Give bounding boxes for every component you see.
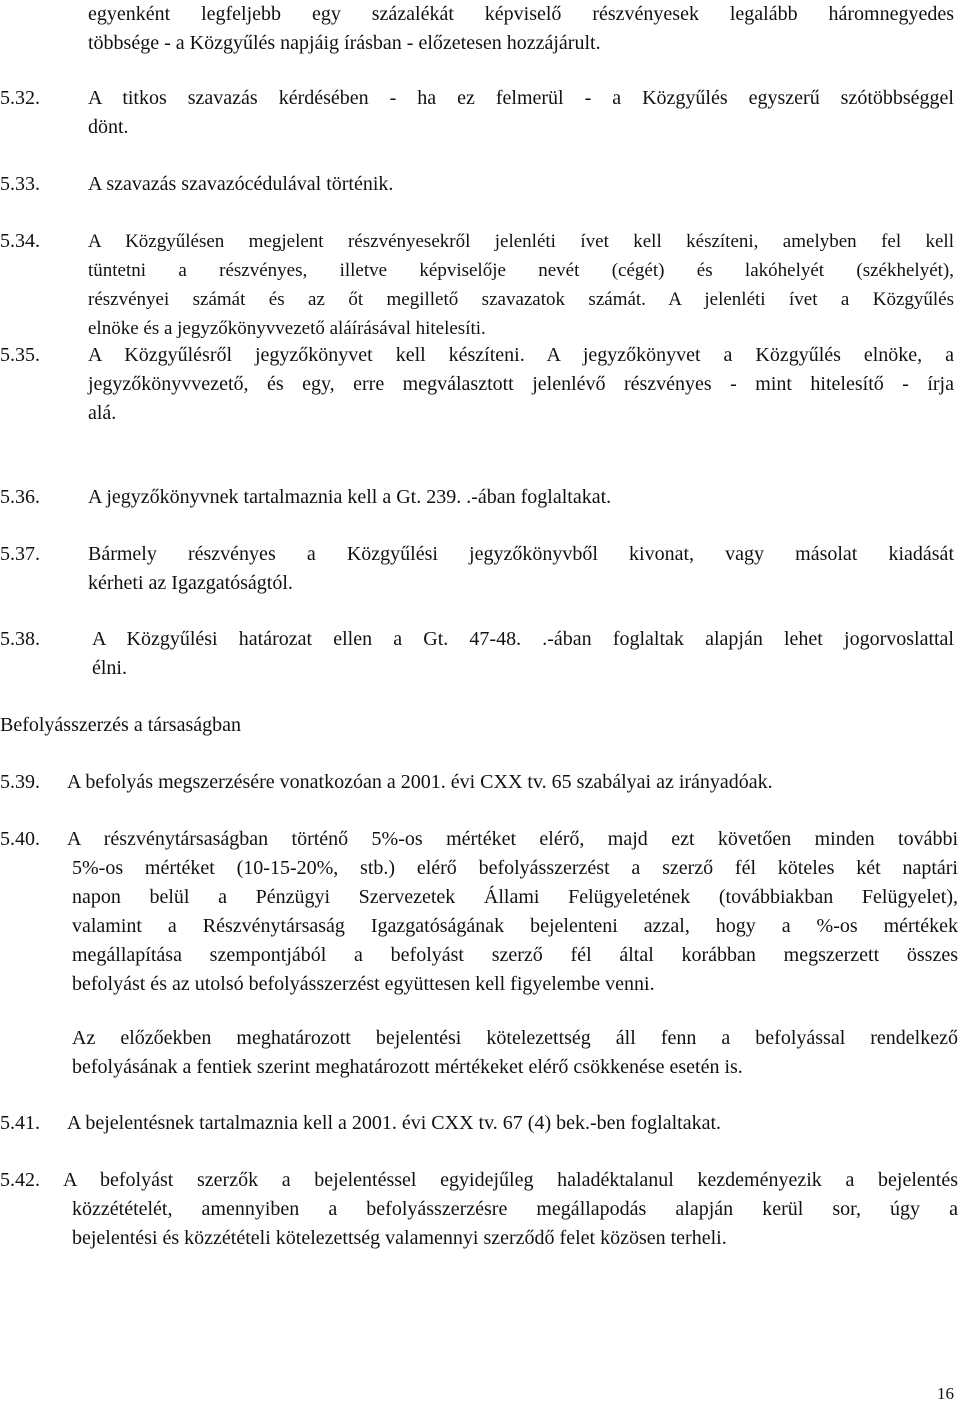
text-line: Az előzőekben meghatározott bejelentési kötelezettség áll fenn a befolyással rendelkező [72,1027,958,1049]
clause-5-33 [0,170,954,200]
clause-5-42 [0,1166,958,1256]
clause-number: 5.34. [0,230,40,252]
section-heading: Befolyásszerzés a társaságban [0,714,241,736]
clause-5-38 [0,625,954,685]
clause-5-35 [0,341,954,431]
text-line: egyenként legfeljebb egy százalékát képviselő részvényesek legalább háromnegyedes [88,3,954,25]
text-line: dönt. [88,116,129,138]
text-line: A jegyzőkönyvnek tartalmaznia kell a Gt. 239. .-ában foglaltakat. [88,486,612,508]
text-line: elnöke és a jegyzőkönyvvezető aláírásával hitelesíti. [88,318,486,339]
text-line: közzétételét, amennyiben a befolyásszerzésre megállapodás alapján kerül sor, úgy a [72,1198,958,1220]
clause-text [88,170,954,199]
clause-number: 5.32. [0,87,40,109]
text-line: befolyást és az utolsó befolyásszerzést együttesen kell figyelembe venni. [72,973,655,995]
clause-text [67,1109,954,1138]
clause-5-32 [0,84,954,144]
clause-text [63,1166,958,1253]
clause-number: 5.38. [0,628,40,650]
text-line: jegyzőkönyvvezető, és egy, erre megválasztott jelenlévő részvényes - mint hitelesítő - írja [88,373,954,395]
text-line: tüntetni a részvényes, illetve képviselője nevét (cégét) és lakóhelyét (székhelyét), [88,260,954,281]
clause-number: 5.39. [0,771,40,793]
clause-text [88,540,954,598]
text-line: élni. [92,657,127,679]
text-line: napon belül a Pénzügyi Szervezetek Állami Felügyeletének (továbbiakban Felügyelet), [72,886,958,908]
clause-number: 5.37. [0,543,40,565]
clause-5-34 [0,227,954,345]
text-line: 5%-os mértéket (10-15-20%, stb.) elérő befolyásszerzést a szerző fél köteles két naptári [72,857,958,879]
clause-text [92,625,954,683]
text-line: alá. [88,402,117,424]
clause-text [88,341,954,428]
clause-text [67,825,958,999]
clause-5-40 [0,825,958,1095]
clause-number: 5.40. [0,828,40,850]
text-line: A befolyást szerzők a bejelentéssel egyidejűleg haladéktalanul kezdeményezik a bejelentés [63,1169,958,1191]
clause-number: 5.41. [0,1112,40,1134]
page-number: 16 [937,1384,954,1403]
text-line: A bejelentésnek tartalmaznia kell a 2001. évi CXX tv. 67 (4) bek.-ben foglaltakat. [67,1112,722,1134]
text-line: A szavazás szavazócédulával történik. [88,173,394,195]
clause-5-36 [0,483,954,513]
clause-number: 5.36. [0,486,40,508]
clause-5-37 [0,540,954,600]
clause-5-39 [0,768,954,798]
clause-number: 5.42. [0,1169,40,1191]
text-line: A befolyás megszerzésére vonatkozóan a 2001. évi CXX tv. 65 szabályai az irányadóak. [67,771,773,793]
intro-paragraph [88,0,954,58]
clause-number: 5.35. [0,344,40,366]
text-line: A részvénytársaságban történő 5%-os mértéket elérő, majd ezt követően minden további [67,828,958,850]
text-line: Bármely részvényes a Közgyűlési jegyzőkönyvből kivonat, vagy másolat kiadását [88,543,954,565]
text-line: A Közgyűlésről jegyzőkönyvet kell készíteni. A jegyzőkönyvet a Közgyűlés elnöke, a [88,344,954,366]
text-line: A Közgyűlésen megjelent részvényesekről jelenléti ívet kell készíteni, amelyben fel kell [88,231,954,252]
clause-text-paragraph-2 [72,1024,958,1082]
text-line: megállapítása szempontjából a befolyást szerző fél által korábban megszerzett összes [72,944,958,966]
clause-text [88,84,954,142]
text-line: részvényei számát és az őt megillető szavazatok számát. A jelenléti ívet a Közgyűlés [88,289,954,310]
text-line: valamint a Részvénytársaság Igazgatóságának bejelenteni azzal, hogy a %-os mértékek [72,915,958,937]
text-line: bejelentési és közzétételi kötelezettség valamennyi szerződő felet közösen terheli. [72,1227,727,1249]
clause-5-41 [0,1109,954,1139]
text-line: kérheti az Igazgatóságtól. [88,572,293,594]
clause-number: 5.33. [0,173,40,195]
clause-text [88,227,954,343]
text-line: A titkos szavazás kérdésében - ha ez felmerül - a Közgyűlés egyszerű szótöbbséggel [88,87,954,109]
text-line: A Közgyűlési határozat ellen a Gt. 47-48. .-ában foglaltak alapján lehet jogorvoslattal [92,628,954,650]
clause-text [88,483,954,512]
clause-text [67,768,954,797]
text-line: többsége - a Közgyűlés napjáig írásban - előzetesen hozzájárult. [88,32,601,54]
text-line: befolyásának a fentiek szerint meghatározott mértékeket elérő csökkenése esetén is. [72,1056,743,1078]
